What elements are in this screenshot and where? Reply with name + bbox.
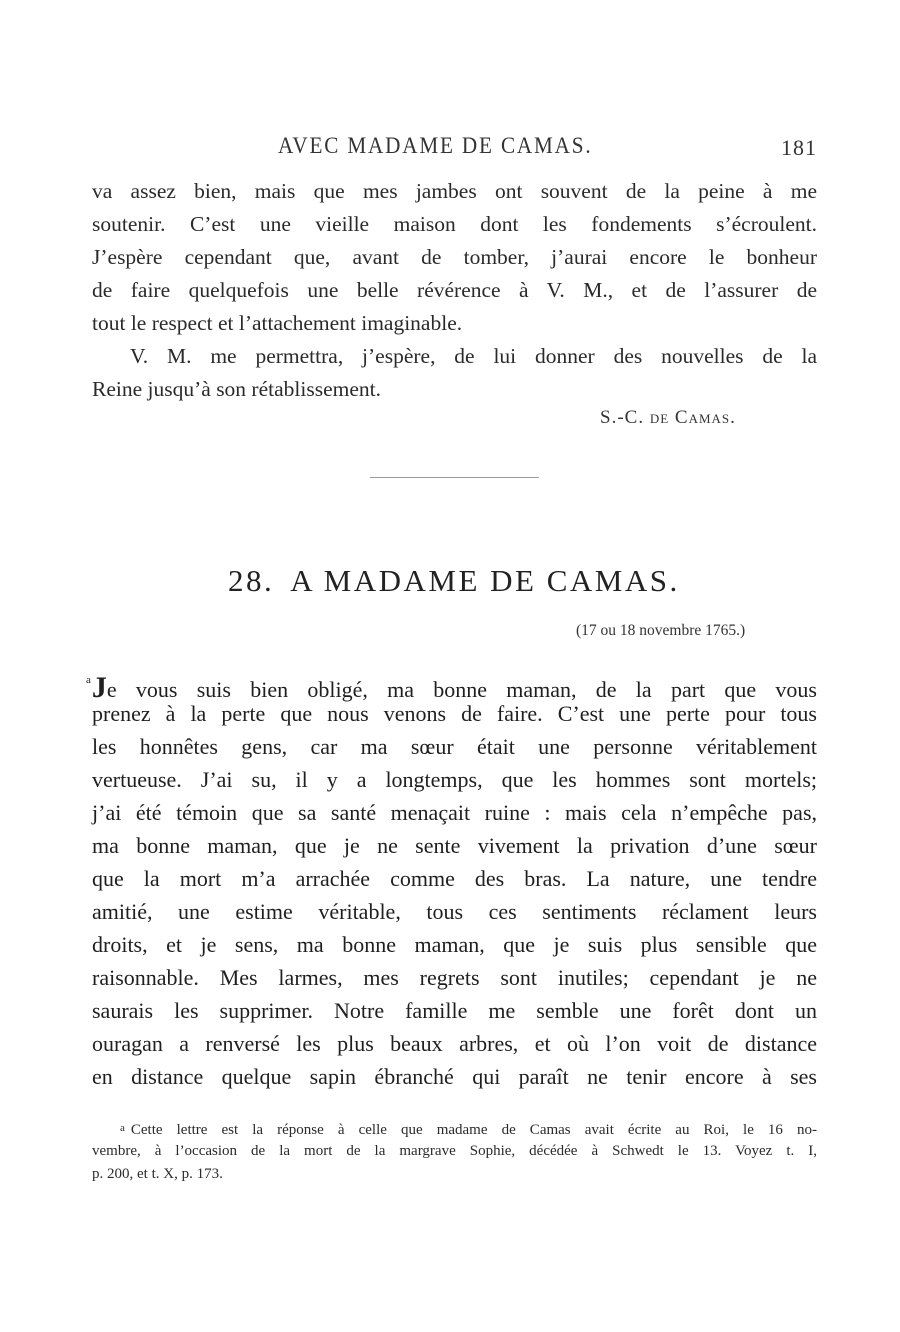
running-head [92, 133, 817, 163]
text-line: saurais les supprimer. Notre famille me semble une forêt dont un [92, 998, 817, 1023]
footnote-line: vembre, à l’occasion de la mort de la margrave Sophie, décédée à Schwedt le 13. Voyez t. I, [92, 1143, 817, 1159]
footnote-line [120, 1117, 817, 1142]
text-line: J’espère cependant que, avant de tomber, j’aurai encore le bonheur [92, 245, 817, 269]
footnote-line: p. 200, et t. X, p. 173. [92, 1166, 223, 1182]
text-line: que la mort m’a arrachée comme des bras. La nature, une tendre [92, 866, 817, 891]
text-line: tout le respect et l’attachement imaginable. [92, 311, 463, 335]
text-line: Reine jusqu’à son rétablissement. [92, 377, 381, 401]
text-line: de faire quelquefois une belle révérence à V. M., et de l’assurer de [92, 278, 817, 302]
text-line: ma bonne maman, que je ne sente vivement la privation d’une sœur [92, 833, 817, 858]
letter-title: A MADAME DE CAMAS. [290, 563, 680, 598]
letter-number: 28. [228, 563, 275, 598]
letter-date: (17 ou 18 novembre 1765.) [576, 622, 746, 639]
signature-initials: S.-C. [600, 407, 645, 428]
running-title: AVEC MADAME DE CAMAS. [278, 133, 593, 158]
signature-name: de Camas. [649, 407, 736, 428]
footnote-reference: a [86, 674, 91, 686]
text-line: amitié, une estime véritable, tous ces sentiments réclament leurs [92, 899, 817, 924]
page-number: 181 [781, 135, 817, 160]
footnote-text: Cette lettre est la réponse à celle que madame de Camas avait écrite au Roi, le 16 no- [130, 1122, 817, 1138]
signature [600, 407, 736, 429]
text-line: soutenir. C’est une vieille maison dont les fondements s’écroulent. [92, 212, 817, 236]
first-line-text: e vous suis bien obligé, ma bonne maman, de la part que vous [106, 677, 817, 702]
letter-heading [228, 563, 680, 599]
text-line: prenez à la perte que nous venons de faire. C’est une perte pour tous [92, 701, 817, 726]
text-line: en distance quelque sapin ébranché qui paraît ne tenir encore à ses [92, 1064, 817, 1089]
text-line: j’ai été témoin que sa santé menaçait ruine : mais cela n’empêche pas, [92, 800, 817, 825]
section-separator [370, 477, 539, 478]
text-line: droits, et je sens, ma bonne maman, que je suis plus sensible que [92, 932, 817, 957]
text-line: raisonnable. Mes larmes, mes regrets sont inutiles; cependant je ne [92, 965, 817, 990]
text-line: ouragan a renversé les plus beaux arbres, et où l’on voit de distance [92, 1031, 817, 1056]
text-line: V. M. me permettra, j’espère, de lui donner des nouvelles de la [130, 344, 817, 368]
drop-cap: J [91, 671, 107, 704]
footnote-marker: a [120, 1122, 125, 1134]
text-line: va assez bien, mais que mes jambes ont souvent de la peine à me [92, 179, 817, 203]
text-line: les honnêtes gens, car ma sœur était une personne véritablement [92, 734, 817, 759]
text-line: vertueuse. J’ai su, il y a longtemps, que les hommes sont mortels; [92, 767, 817, 792]
